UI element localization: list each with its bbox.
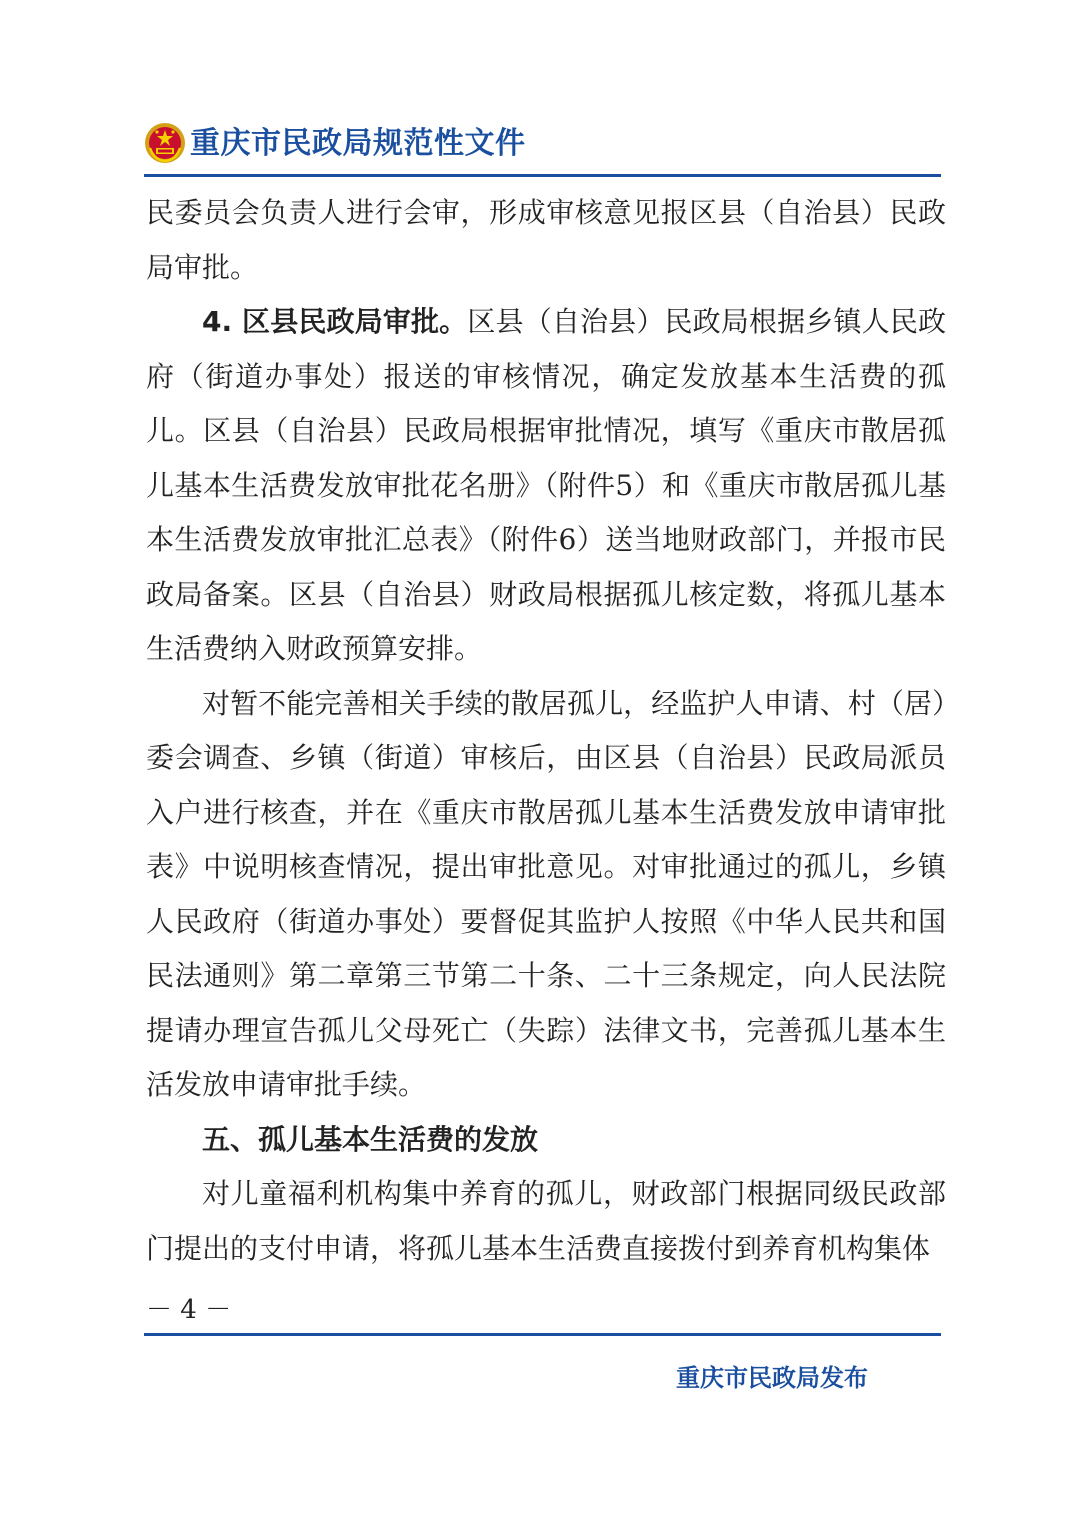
paragraph-4: 对儿童福利机构集中养育的孤儿，财政部门根据同级民政部门提出的支付申请，将孤儿基本生活费直接拨付到养育机构集体 <box>146 1177 946 1265</box>
paragraph-3: 对暂不能完善相关手续的散居孤儿，经监护人申请、村（居）委会调查、乡镇（街道）审核后，由区县（自治县）民政局派员入户进行核查，并在《重庆市散居孤儿基本生活费发放申请审批表》中说明核查情况，提出审批意见。对审批通过的孤儿，乡镇人民政府（街道办事处）要督促其监护人按照《中华人民共和国民法通则》第二章第三节第二十条、二十三条规定，向人民法院提请办理宣告孤儿父母死亡（失踪）法律文书，完善孤儿基本生活发放申请审批手续。 <box>146 686 946 1101</box>
document-header <box>144 118 944 174</box>
paragraph-2-lead: 4. 区县民政局审批。 <box>202 305 468 338</box>
header-divider <box>144 174 941 177</box>
section-heading-5: 五、孤儿基本生活费的发放 <box>202 1122 539 1156</box>
header-title: 重庆市民政局规范性文件 <box>190 126 526 161</box>
footer-publisher: 重庆市民政局发布 <box>676 1364 868 1392</box>
national-emblem-icon <box>144 122 186 164</box>
paragraph-1: 民委员会负责人进行会审，形成审核意见报区县（自治县）民政局审批。 <box>146 196 946 284</box>
footer-divider <box>144 1333 941 1336</box>
paragraph-2 <box>146 295 946 677</box>
page-number: － 4 － <box>146 1295 232 1325</box>
document-body <box>146 186 946 1276</box>
paragraph-2-text: 区县（自治县）民政局根据乡镇人民政府（街道办事处）报送的审核情况，确定发放基本生活费的孤儿。区县（自治县）民政局根据审批情况，填写《重庆市散居孤儿基本生活费发放审批花名册》（附件5）和《重庆市散居孤儿基本生活费发放审批汇总表》（附件6）送当地财政部门，并报市民政局备案。区县（自治县）财政局根据孤儿核定数，将孤儿基本生活费纳入财政预算安排。 <box>146 305 946 665</box>
